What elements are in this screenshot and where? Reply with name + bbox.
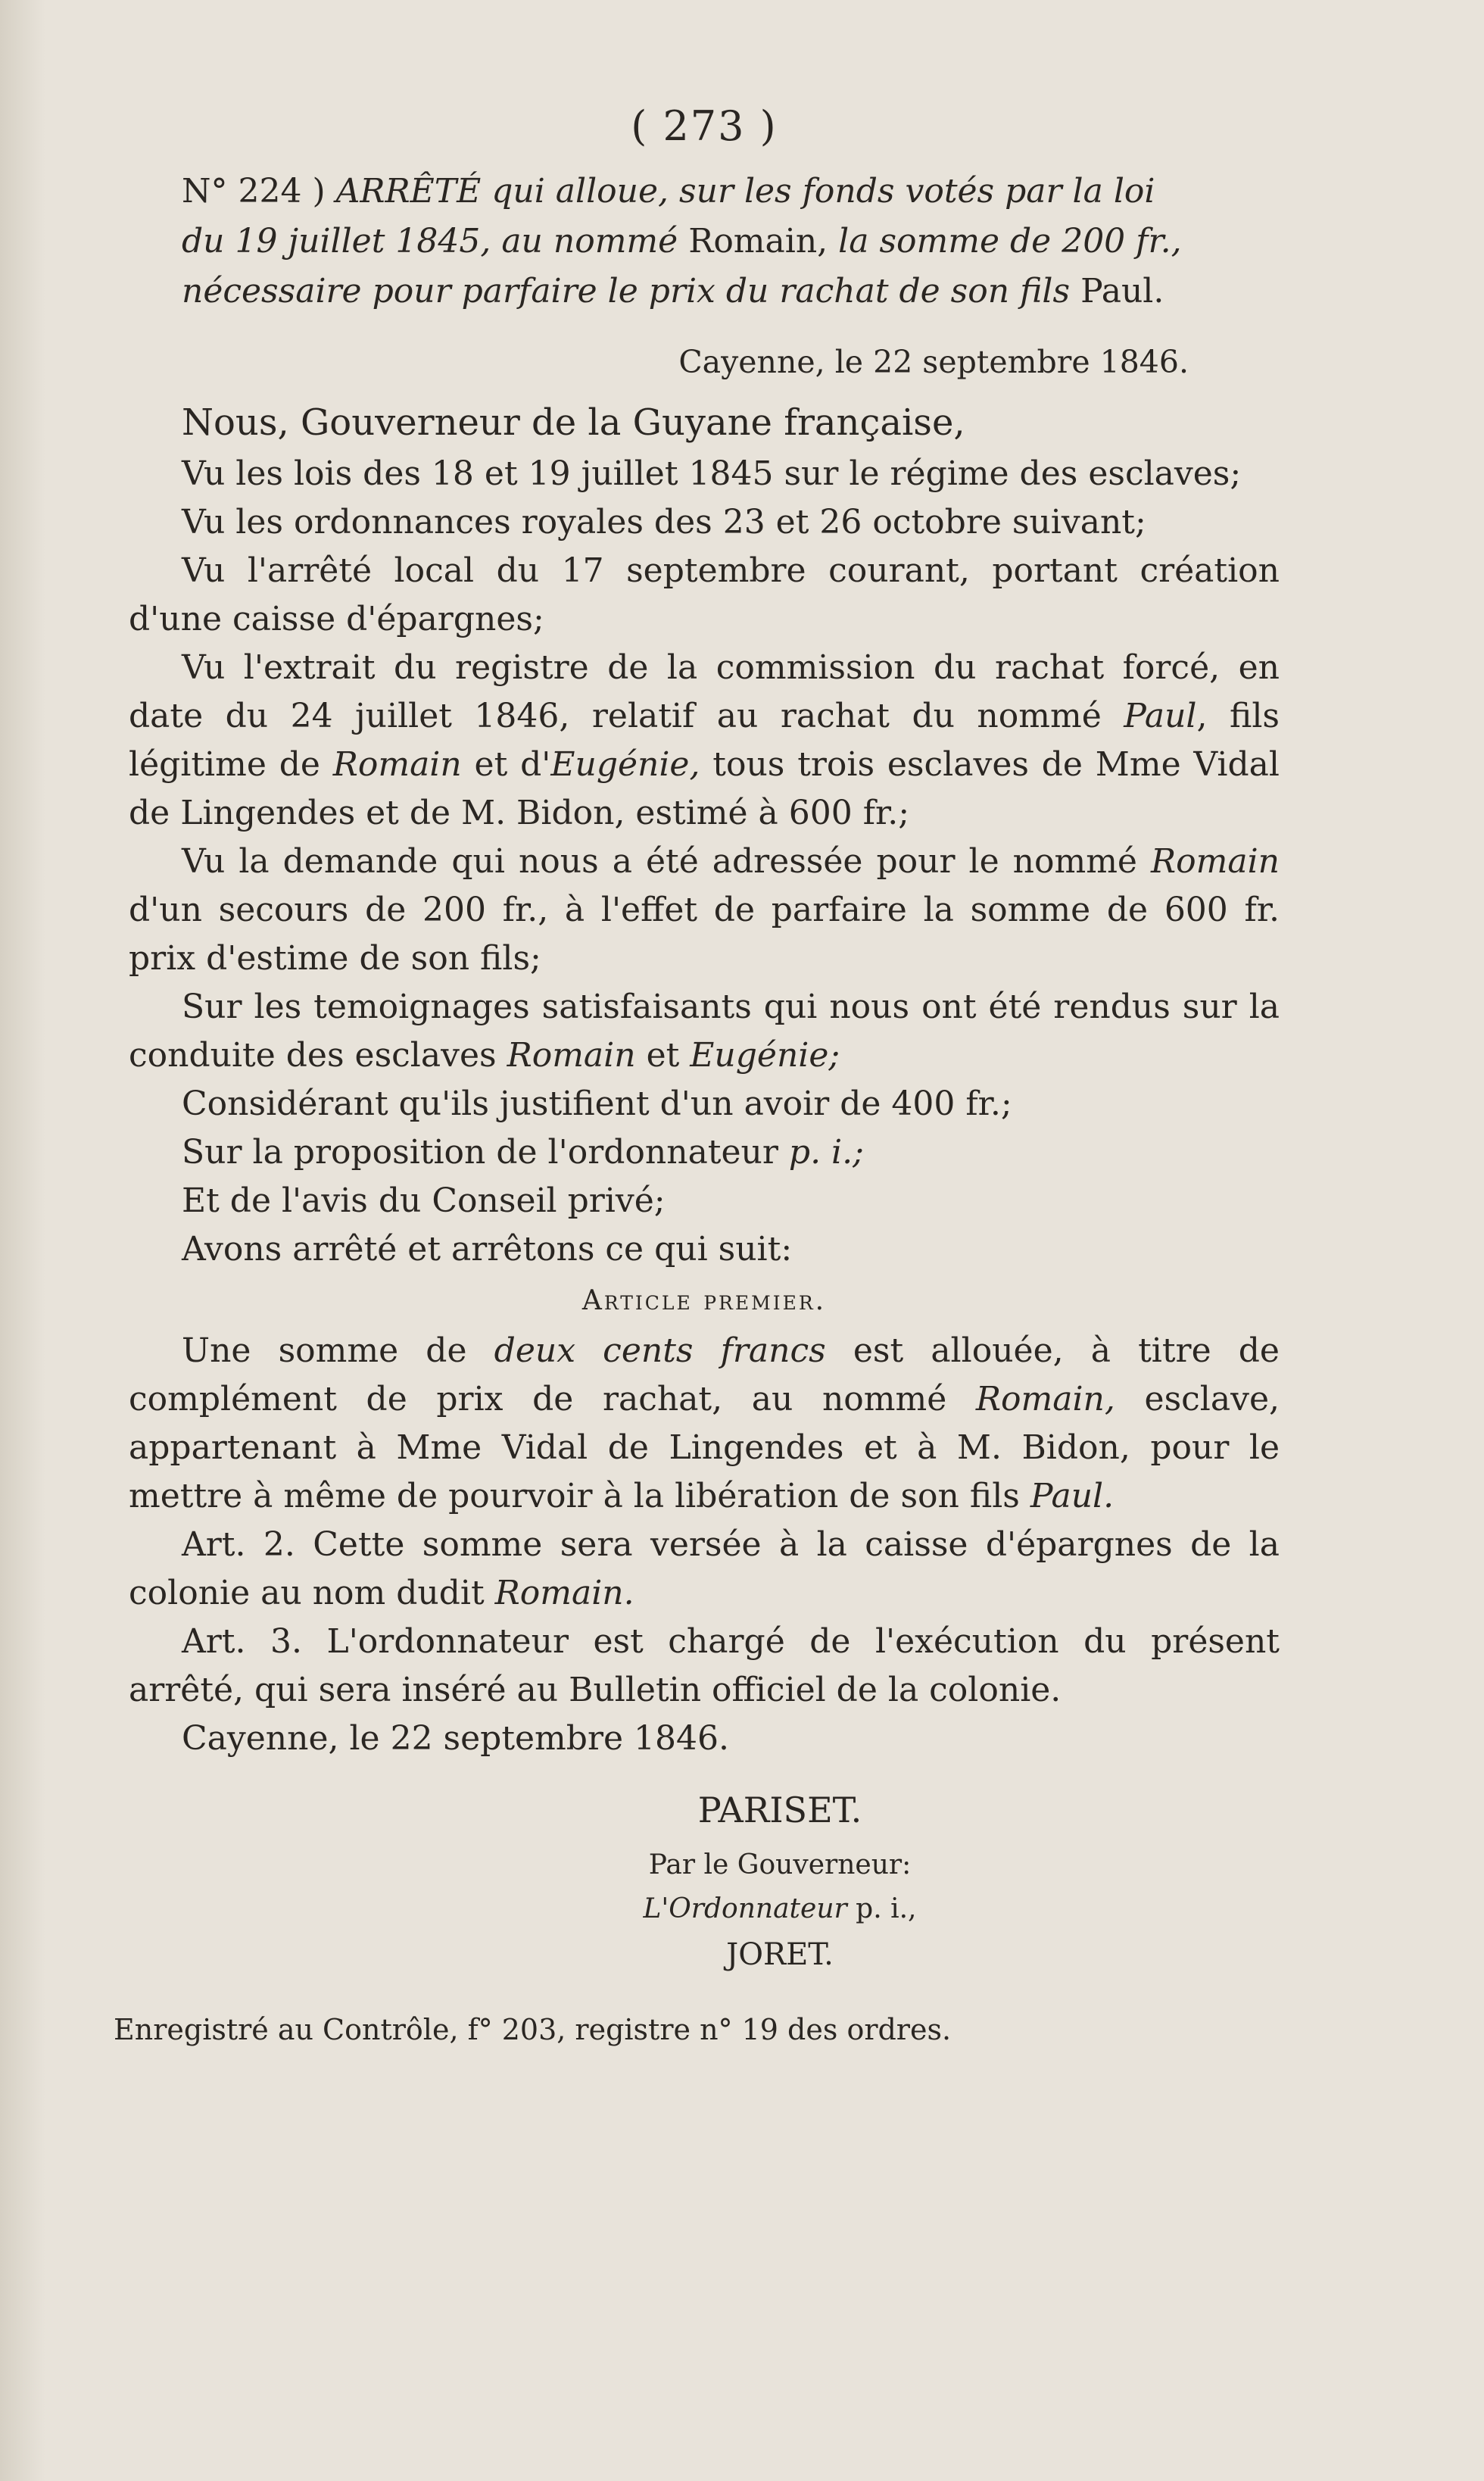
joret-signature: JORET. — [726, 1937, 834, 1972]
amount-italic: deux cents francs — [494, 1331, 826, 1370]
text-span: tous trois esclaves de Mme Vidal de Lingendes et de M. Bidon, estimé à 600 fr.; — [129, 745, 1280, 832]
heading-line-2 — [182, 217, 1280, 267]
name-italic: Romain. — [494, 1574, 634, 1612]
text-span: et d' — [474, 745, 551, 784]
name-italic: Paul. — [1030, 1477, 1115, 1515]
par-le-gouverneur: Par le Gouverneur: — [648, 1849, 912, 1880]
heading-text: du 19 juillet 1845, au nommé — [182, 222, 678, 261]
name-italic: Paul — [1124, 697, 1197, 735]
heading-text: la somme de 200 fr., — [838, 222, 1182, 261]
paragraph-9: Et de l'avis du Conseil privé; — [182, 1181, 666, 1220]
text-block — [114, 102, 1280, 2051]
abbrev-italic: p. i.; — [788, 1133, 864, 1172]
registration-footer: Enregistré au Contrôle, f° 203, registre n° 19 des ordres. — [114, 2013, 952, 2046]
page-number: ( 273 ) — [631, 102, 778, 150]
article-2 — [129, 1521, 1280, 1618]
gouverneur-line: Nous, Gouverneur de la Guyane française, — [182, 401, 965, 444]
decree-heading — [129, 167, 1280, 317]
date-line: Cayenne, le 22 septembre 1846. — [678, 344, 1189, 380]
article-title: Article premier. — [581, 1285, 827, 1316]
ordonnateur-title: L'Ordonnateur — [643, 1893, 847, 1924]
heading-line-3 — [182, 267, 1280, 317]
paragraph-4 — [129, 644, 1280, 838]
paragraph-2: Vu les ordonnances royales des 23 et 26 octobre suivant; — [182, 503, 1146, 541]
text-span: esclave, appartenant à Mme Vidal de Lingendes et à M. Bidon, pour le mettre à même de pourvoir à la libération de son fils — [129, 1380, 1280, 1515]
decree-number: N° 224 ) — [182, 172, 326, 211]
name-italic: Eugénie; — [690, 1036, 840, 1075]
heading-line-1 — [182, 167, 1280, 217]
text-span: Sur les temoignages satisfaisants qui nous ont été rendus sur la conduite des esclaves — [129, 988, 1280, 1075]
signature: PARISET. — [697, 1790, 862, 1830]
paragraph-8 — [129, 1128, 1280, 1177]
text-span: Sur la proposition de l'ordonnateur — [182, 1133, 778, 1172]
text-span: d'un secours de 200 fr., à l'effet de parfaire la somme de 600 fr. prix d'estime de son fils; — [129, 891, 1280, 978]
paragraph-5 — [129, 838, 1280, 983]
paragraph-7: Considérant qu'ils justifient d'un avoir de 400 fr.; — [182, 1084, 1012, 1123]
name-italic: Romain — [507, 1036, 636, 1075]
ordonnateur-abbrev: p. i., — [856, 1893, 917, 1924]
heading-name: Romain, — [688, 222, 828, 261]
name-italic: Eugénie, — [550, 745, 700, 784]
paragraph-3: Vu l'arrêté local du 17 septembre courant, portant création d'une caisse d'épargnes; — [129, 551, 1280, 638]
article-3: Art. 3. L'ordonnateur est chargé de l'exécution du présent arrêté, qui sera inséré au Bulletin officiel de la colonie. — [129, 1622, 1280, 1709]
paragraph-10: Avons arrêté et arrêtons ce qui suit: — [182, 1230, 793, 1269]
text-span: Art. 2. Cette somme sera versée à la caisse d'épargnes de la colonie au nom dudit — [129, 1525, 1280, 1612]
text-span: , fils légitime de — [129, 697, 1280, 784]
ordonnateur-line — [280, 1887, 1280, 1931]
heading-text: nécessaire pour parfaire le prix du rachat de son fils — [182, 272, 1071, 311]
name-italic: Romain — [1151, 842, 1280, 881]
heading-title: ARRÊTÉ qui alloue, sur les fonds votés par la loi — [335, 172, 1155, 211]
name-italic: Romain — [332, 745, 462, 784]
name-italic: Romain, — [975, 1380, 1115, 1418]
closing-date: Cayenne, le 22 septembre 1846. — [182, 1719, 729, 1758]
paragraph-1: Vu les lois des 18 et 19 juillet 1845 sur le régime des esclaves; — [182, 454, 1242, 493]
article-1 — [129, 1327, 1280, 1521]
text-span: Une somme de — [182, 1331, 467, 1370]
paragraph-6 — [129, 983, 1280, 1080]
text-span: Vu l'extrait du registre de la commission du rachat forcé, en date du 24 juillet 1846, relatif au rachat du nommé — [129, 648, 1280, 735]
text-span: Vu la demande qui nous a été adressée pour le nommé — [182, 842, 1137, 881]
text-span: est allouée, à titre de complément de prix de rachat, au nommé — [129, 1331, 1280, 1418]
page-margin-shadow — [0, 0, 45, 2481]
heading-name: Paul. — [1080, 272, 1164, 311]
text-span: et — [646, 1036, 680, 1075]
